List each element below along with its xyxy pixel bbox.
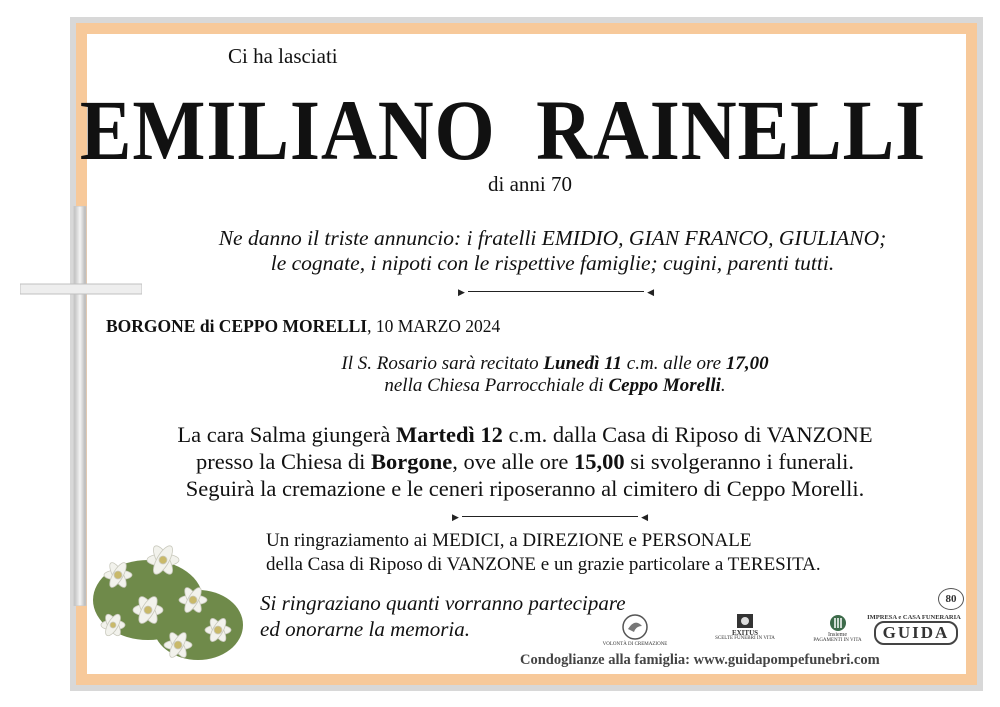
exitus-label: SCELTE FUNEBRI IN VITA [715, 636, 775, 641]
funeral-text: c.m. dalla Casa di Riposo di VANZONE [502, 422, 873, 447]
funeral-text: si svolgeranno i funerali. [624, 449, 854, 474]
announcement-line: Ne danno il triste annuncio: i fratelli EMIDIO, GIAN FRANCO, GIULIANO; [218, 226, 887, 250]
gratitude-text [260, 590, 626, 642]
date-text: , 10 MARZO 2024 [367, 316, 501, 336]
exitus-name: EXITUS [731, 629, 759, 637]
rosary-text: nella Chiesa Parrocchiale di [384, 375, 609, 396]
dove-icon [620, 612, 650, 642]
funeral-text: presso la Chiesa di [196, 449, 371, 474]
rosary-info [0, 353, 1000, 397]
rosary-church: Ceppo Morelli [608, 375, 721, 396]
guida-logo [866, 588, 962, 652]
thanks-line: Un ringraziamento ai MEDICI, a DIREZIONE e PERSONALE [266, 530, 752, 551]
cremation-label: VOLONTÀ DI CREMAZIONE [602, 642, 668, 647]
rosary-time: 17,00 [725, 353, 769, 374]
exitus-icon [734, 612, 756, 630]
exitus-logo [700, 612, 790, 642]
intro-text: Ci ha lasciati [228, 44, 338, 68]
thanks-text [266, 529, 821, 577]
deceased-name: EMILIANO RAINELLI [79, 82, 927, 178]
funeral-text: , ove alle ore [452, 449, 575, 474]
funeral-text: Seguirà la cremazione e le ceneri riposeranno al cimitero di Ceppo Morelli. [185, 476, 865, 501]
divider: ▶ ◀ [458, 287, 654, 297]
gratitude-line: ed onorarne la memoria. [260, 617, 470, 641]
guida-brand: GUIDA [874, 621, 958, 645]
rosary-text: . [720, 375, 726, 396]
announcement [0, 226, 1000, 276]
guida-subtitle: IMPRESA e CASA FUNERARIA [867, 614, 961, 621]
insieme-name: Insieme [828, 632, 847, 638]
cremation-logo [590, 612, 680, 648]
divider: ▶ ◀ [452, 512, 648, 522]
rosary-text: Il S. Rosario sarà recitato [341, 353, 544, 374]
gratitude-line: Si ringraziano quanti vorranno partecipare [260, 591, 626, 615]
funeral-church: Borgone [370, 449, 453, 474]
announcement-line: le cognate, i nipoti con le rispettive famiglie; cugini, parenti tutti. [270, 251, 835, 275]
anniversary-badge: 80 [938, 588, 964, 610]
place-name: BORGONE di CEPPO MORELLI [106, 316, 368, 336]
edelweiss-flowers-icon [88, 530, 253, 670]
footer-link[interactable]: Condoglianze alla famiglia: www.guidapompefunebri.com [520, 652, 880, 668]
funeral-day: Martedì 12 [396, 422, 503, 447]
funeral-info [0, 421, 1000, 502]
thanks-line: della Casa di Riposo di VANZONE e un grazie particolare a TERESITA. [266, 554, 821, 575]
rosary-day: Lunedì 11 [543, 353, 623, 374]
funeral-time: 15,00 [574, 449, 625, 474]
place-date [106, 316, 500, 337]
insieme-icon [829, 614, 847, 632]
insieme-label: PAGAMENTI IN VITA [813, 638, 862, 643]
funeral-text: La cara Salma giungerà [177, 422, 396, 447]
rosary-text: c.m. alle ore [622, 353, 726, 374]
age-text: di anni 70 [488, 172, 572, 196]
